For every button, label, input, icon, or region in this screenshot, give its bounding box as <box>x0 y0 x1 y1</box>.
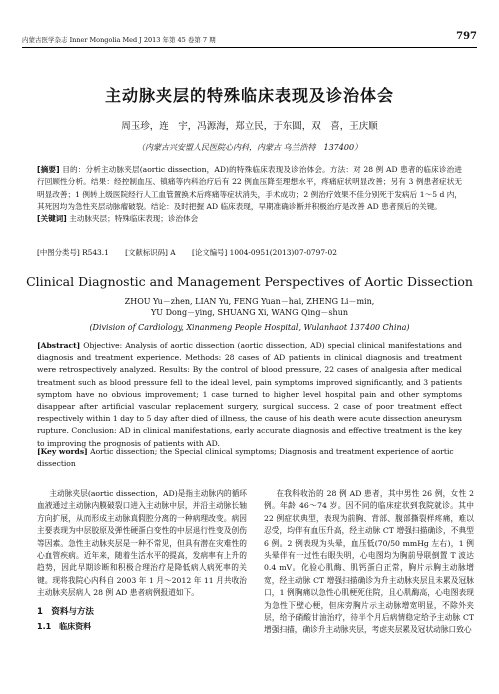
keywords-cn-text: 主动脉夹层；特殊临床表现；诊治体会 <box>69 214 199 224</box>
subsection-heading: 1.1 临床资料 <box>37 622 92 632</box>
keywords-en <box>37 446 462 470</box>
english-title: Clinical Diagnostic and Management Perspectives of Aortic Dissection <box>26 274 473 289</box>
body-column-right <box>264 488 474 637</box>
abstract-en-label: [Abstract] <box>37 341 81 350</box>
abstract-cn-label: [摘要] <box>37 165 60 174</box>
author-list: 周玉珍，连 宇，冯源海，郑立民，于东圆，双 喜，王庆顺 <box>121 121 378 132</box>
english-authors-line2: YU Dong－ying, SHUANG Xi, WANG Qing－shun <box>151 308 348 317</box>
english-authors <box>0 296 499 318</box>
english-authors-line1: ZHOU Yu－zhen, LIAN Yu, FENG Yuan－hai, ZHENG Li－min, <box>124 297 375 306</box>
article-id: [论文编号] 1004-0951(2013)07-0797-02 <box>191 248 337 257</box>
abstract-cn-text: 目的：分析主动脉夹层(aortic dissection，AD)的特殊临床表现及诊治体会。方法：对 28 例 AD 患者的临床诊治进行回顾性分析。结果：经控制血压、镇痛等内科治疗后有 22 例血压降至理想水平，疼痛症状明显改善；另有 3 例患者症状无明显改善；1 例转上级医院经行人工血管置换术后疼痛等症状消失，手术成功；2 例治疗效果不佳分别死于发病后 1～5 d 内，其死因均为急性夹层动脉瘤破裂。结论：及时把握 AD 临床表现，早期准确诊断并积极治疗是改善 AD 患者预后的关键。 <box>37 165 462 211</box>
article-title: 主动脉夹层的特殊临床表现及诊治体会 <box>104 86 394 105</box>
english-affiliation: (Division of Cardiology, Xinanmeng People Hospital, Wulanhaot 137400 China) <box>89 323 410 332</box>
journal-citation: 内蒙古医学杂志 Inner Mongolia Med J 2013 年第 45 卷第 7 期 <box>22 36 216 44</box>
body-column-left <box>37 488 247 633</box>
clinical-data-paragraph: 在我科收治的 28 例 AD 患者，其中男性 26 例，女性 2 例。年龄 46～74 岁。因不同的临床症状到我院就诊。其中 22 例症状典型，表现为前胸、背部、腹部撕裂样疼痛，难以忍受，均伴有血压升高，经主动脉 CT 增强扫描确诊，不典型 6 例。2 例表现为头晕，血压低(70/50 mmHg 左右)，1 例头晕伴有一过性右眼失明，心电图均为胸前导联倒置 T 波达 0.4 mV。化验心肌酶、肌钙蛋白正常，胸片示胸主动脉增宽，经主动脉 CT 增强扫描确诊为升主动脉夹层且未累及冠脉口，1 例胸痛以急性心肌梗死住院，且心肌酶高，心电图表现为急性下壁心梗，但床旁胸片示主动脉增宽明显，不除外夹层，给予硝酸甘油治疗，待半个月后病情稳定给予主动脉 CT 增强扫描，确诊升主动脉夹层，考虑夹层累及冠状动脉口致心 <box>264 489 474 635</box>
clc-number: [中图分类号] R543.1 <box>37 248 109 257</box>
keywords-en-label: [Key words] <box>37 447 88 456</box>
abstract-en-text: Objective: Analysis of aortic dissection (aortic dissection, AD) special clinical manifestations and diagnosis and treatment experience. Methods: 28 cases of AD patients in clinical diagnosis and treatment were retrospectively analyzed. Results: By the control of blood pressure, 22 cases of analgesia after medical treatment such as blood pressure fell to the ideal level, pain symptoms improved significantly, and 3 patients symptom have no obvious improvement; 1 case turned to higher level hospital pain and other symptoms disappear after artificial vascular replacement surgery, surgical success. 2 case of poor treatment effect respectively within 1 day to 5 day after died of illness, the cause of his death were acute dissection aneurysm rupture. Conclusion: AD in clinical manifestations, early accurate diagnosis and effective treatment is the key to improving the prognosis of patients with AD. <box>37 341 462 448</box>
document-code: [文献标识码] A <box>125 248 176 257</box>
affiliation: （内蒙古兴安盟人民医院心内科，内蒙古 乌兰浩特 137400） <box>136 143 363 152</box>
section-heading: 1 资料与方法 <box>37 606 94 617</box>
keywords-en-text: Aortic dissection; the Special clinical symptoms; Diagnosis and treatment experience of aortic dissection <box>37 447 454 469</box>
intro-paragraph: 主动脉夹层(aortic dissection，AD)是指主动脉内的循环血液通过主动脉内膜破裂口进入主动脉中层，并沿主动脉长轴方向扩展，从而形成主动脉真假腔分离的一种病理改变。病因主要表现为中层胶原及弹性硬蛋白变性的中层退行性变及创伤等因素。急性主动脉夹层是一种不常见，但具有潜在灾难性的心血管疾病。近年来，随着生活水平的提高，发病率有上升的趋势，因此早期诊断和积极合理治疗是降低病人病死率的关键。现将我院心内科自 2003 年 1 月～2012 年 11 月共收治主动脉夹层病人 28 例 AD 患者病例报道如下。 <box>37 489 247 598</box>
running-head <box>22 33 477 48</box>
abstract-en <box>37 340 462 450</box>
abstract-cn <box>37 164 462 225</box>
classification-row <box>37 247 462 258</box>
keywords-cn-label: [关键词] <box>37 214 67 224</box>
page-number: 797 <box>456 31 477 42</box>
